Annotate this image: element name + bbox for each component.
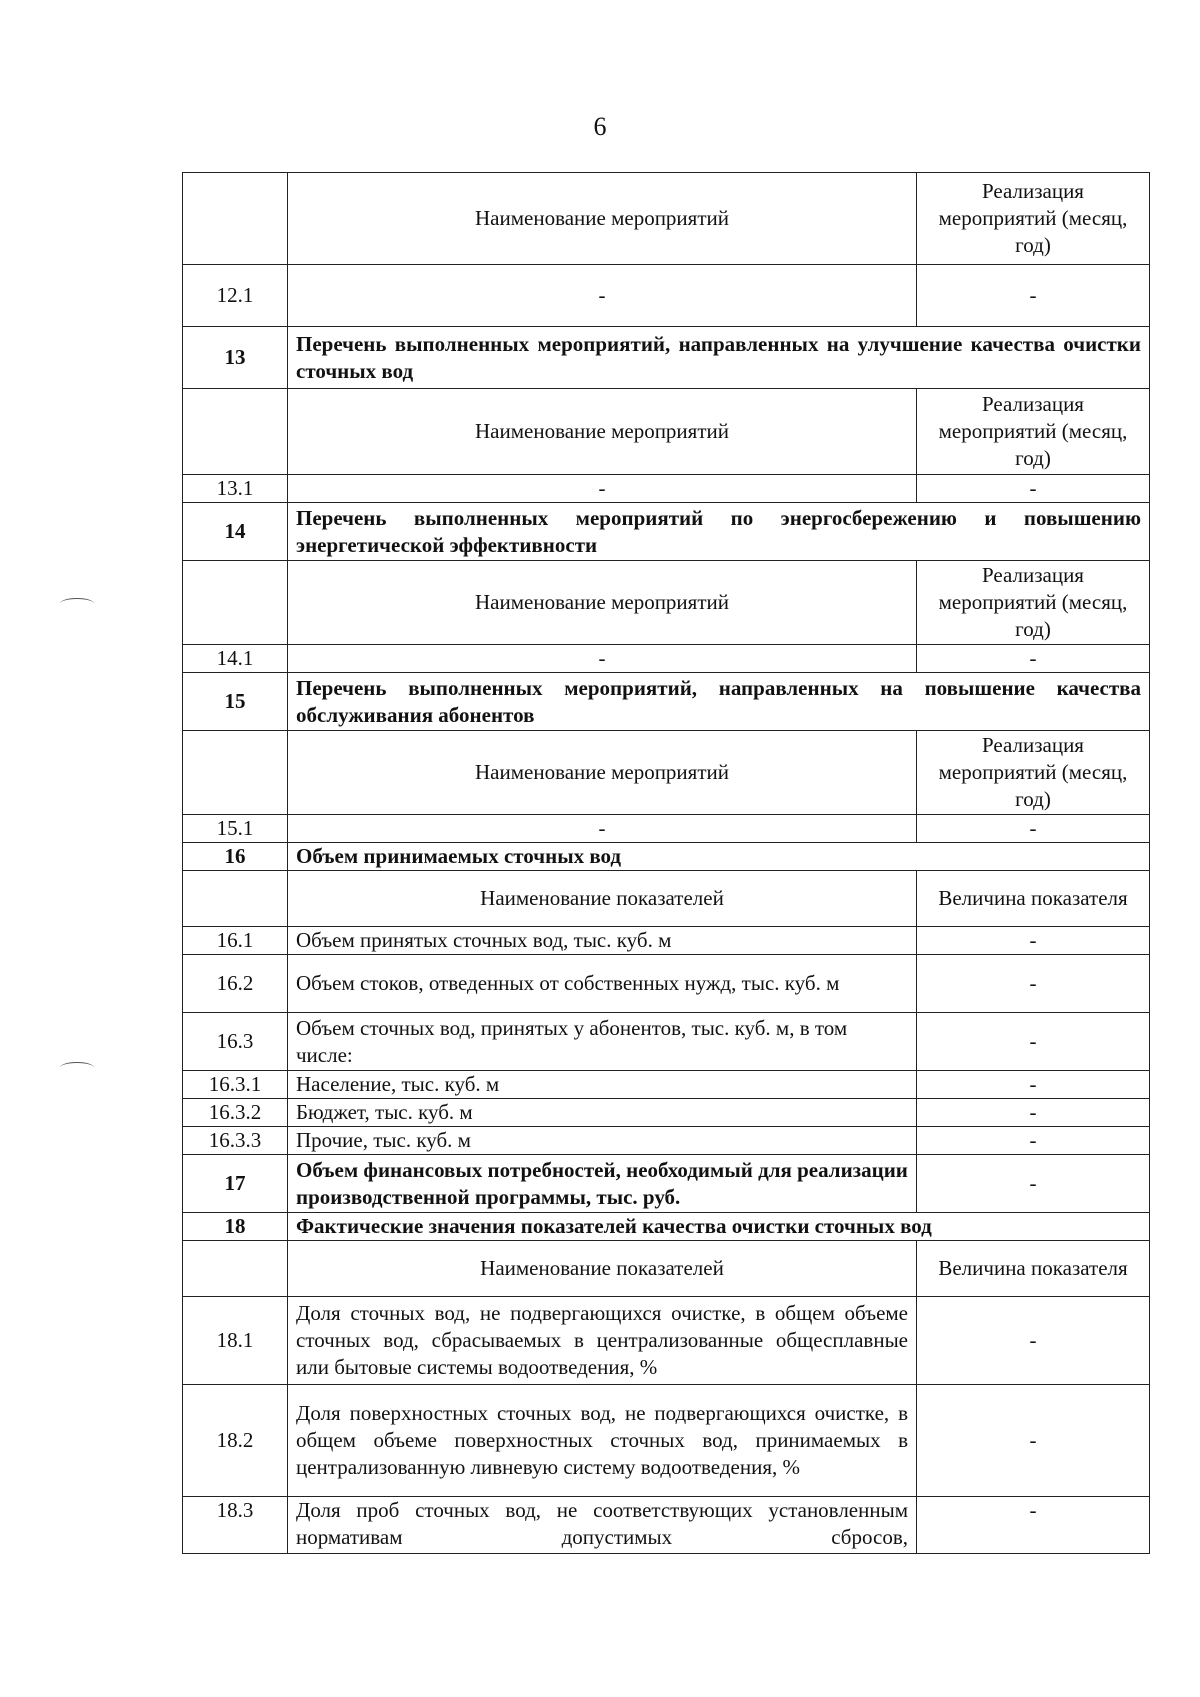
table-row [183, 1297, 1150, 1385]
section-number: 13 [183, 327, 288, 389]
table-row [183, 1385, 1150, 1497]
row-value: - [917, 1071, 1150, 1099]
row-number: 16.2 [183, 955, 288, 1013]
row-number: 18.1 [183, 1297, 288, 1385]
header-num-cell [183, 173, 288, 265]
section-title: Объем принимаемых сточных вод [288, 843, 1150, 871]
row-value: - [917, 815, 1150, 843]
table-row [183, 1071, 1150, 1099]
row-value: - [917, 1127, 1150, 1155]
header-num-cell [183, 389, 288, 475]
row-name: Прочие, тыс. куб. м [288, 1127, 917, 1155]
header-name: Наименование мероприятий [288, 173, 917, 265]
row-name: - [288, 645, 917, 673]
row-number: 16.3.1 [183, 1071, 288, 1099]
section-row [183, 1155, 1150, 1213]
section-title: Перечень выполненных мероприятий, направленных на улучшение качества очистки сточных вод [288, 327, 1150, 389]
row-value: - [917, 645, 1150, 673]
row-value: - [917, 1155, 1150, 1213]
table-row [183, 1497, 1150, 1554]
header-impl: Реализация мероприятий (месяц, год) [917, 173, 1150, 265]
table-row [183, 1099, 1150, 1127]
row-name: - [288, 815, 917, 843]
row-number: 13.1 [183, 475, 288, 503]
row-value: - [917, 955, 1150, 1013]
row-value: - [917, 1385, 1150, 1497]
section-number: 18 [183, 1213, 288, 1241]
section-number: 17 [183, 1155, 288, 1213]
report-table [182, 172, 1150, 1554]
section-row [183, 1213, 1150, 1241]
section-row [183, 673, 1150, 731]
section-number: 16 [183, 843, 288, 871]
table-row [183, 955, 1150, 1013]
header-name: Наименование мероприятий [288, 389, 917, 475]
header-value: Величина показателя [917, 1241, 1150, 1297]
row-number: 14.1 [183, 645, 288, 673]
header-impl: Реализация мероприятий (месяц, год) [917, 731, 1150, 815]
table-header-row [183, 1241, 1150, 1297]
row-number: 16.1 [183, 927, 288, 955]
row-number: 18.3 [183, 1497, 288, 1554]
section-title: Фактические значения показателей качества очистки сточных вод [288, 1213, 1150, 1241]
section-number: 14 [183, 503, 288, 561]
row-number: 15.1 [183, 815, 288, 843]
header-name: Наименование показателей [288, 871, 917, 927]
header-impl: Реализация мероприятий (месяц, год) [917, 389, 1150, 475]
table-row [183, 815, 1150, 843]
row-name: Объем стоков, отведенных от собственных нужд, тыс. куб. м [288, 955, 917, 1013]
header-impl: Реализация мероприятий (месяц, год) [917, 561, 1150, 645]
header-num-cell [183, 561, 288, 645]
row-value: - [917, 265, 1150, 327]
row-name: Доля проб сточных вод, не соответствующих установленным нормативам допустимых сбросов, [288, 1497, 917, 1554]
row-name: Доля поверхностных сточных вод, не подвергающихся очистке, в общем объеме поверхностных сточных вод, принимаемых в централизованную ливневую систему водоотведения, % [288, 1385, 917, 1497]
row-value: - [917, 1497, 1150, 1554]
table-header-row [183, 173, 1150, 265]
table-row [183, 927, 1150, 955]
row-value: - [917, 927, 1150, 955]
header-name: Наименование мероприятий [288, 561, 917, 645]
row-number: 16.3 [183, 1013, 288, 1071]
table-row [183, 1013, 1150, 1071]
section-row [183, 327, 1150, 389]
section-title: Перечень выполненных мероприятий, направленных на повышение качества обслуживания абонентов [288, 673, 1150, 731]
table-row [183, 265, 1150, 327]
section-title: Объем финансовых потребностей, необходимый для реализации производственной программы, тыс. руб. [288, 1155, 917, 1213]
row-value: - [917, 1297, 1150, 1385]
row-name: Население, тыс. куб. м [288, 1071, 917, 1099]
section-number: 15 [183, 673, 288, 731]
row-name: Доля сточных вод, не подвергающихся очистке, в общем объеме сточных вод, сбрасываемых в централизованные общесплавные или бытовые системы водоотведения, % [288, 1297, 917, 1385]
row-name: Объем сточных вод, принятых у абонентов, тыс. куб. м, в том числе: [288, 1013, 917, 1071]
table-header-row [183, 731, 1150, 815]
table-row [183, 1127, 1150, 1155]
table-header-row [183, 871, 1150, 927]
table-header-row [183, 389, 1150, 475]
row-name: Бюджет, тыс. куб. м [288, 1099, 917, 1127]
table-row [183, 645, 1150, 673]
header-num-cell [183, 731, 288, 815]
header-name: Наименование мероприятий [288, 731, 917, 815]
page-number: 6 [593, 112, 607, 141]
header-num-cell [183, 1241, 288, 1297]
row-number: 16.3.2 [183, 1099, 288, 1127]
header-value: Величина показателя [917, 871, 1150, 927]
row-value: - [917, 1013, 1150, 1071]
header-name: Наименование показателей [288, 1241, 917, 1297]
row-value: - [917, 475, 1150, 503]
scan-mark [60, 598, 94, 609]
section-title: Перечень выполненных мероприятий по энергосбережению и повышению энергетической эффективности [288, 503, 1150, 561]
row-number: 16.3.3 [183, 1127, 288, 1155]
header-num-cell [183, 871, 288, 927]
table-header-row [183, 561, 1150, 645]
row-number: 18.2 [183, 1385, 288, 1497]
row-name: - [288, 475, 917, 503]
table-row [183, 475, 1150, 503]
row-name: Объем принятых сточных вод, тыс. куб. м [288, 927, 917, 955]
row-value: - [917, 1099, 1150, 1127]
row-number: 12.1 [183, 265, 288, 327]
scan-mark [60, 1062, 94, 1073]
section-row [183, 503, 1150, 561]
section-row [183, 843, 1150, 871]
row-name: - [288, 265, 917, 327]
